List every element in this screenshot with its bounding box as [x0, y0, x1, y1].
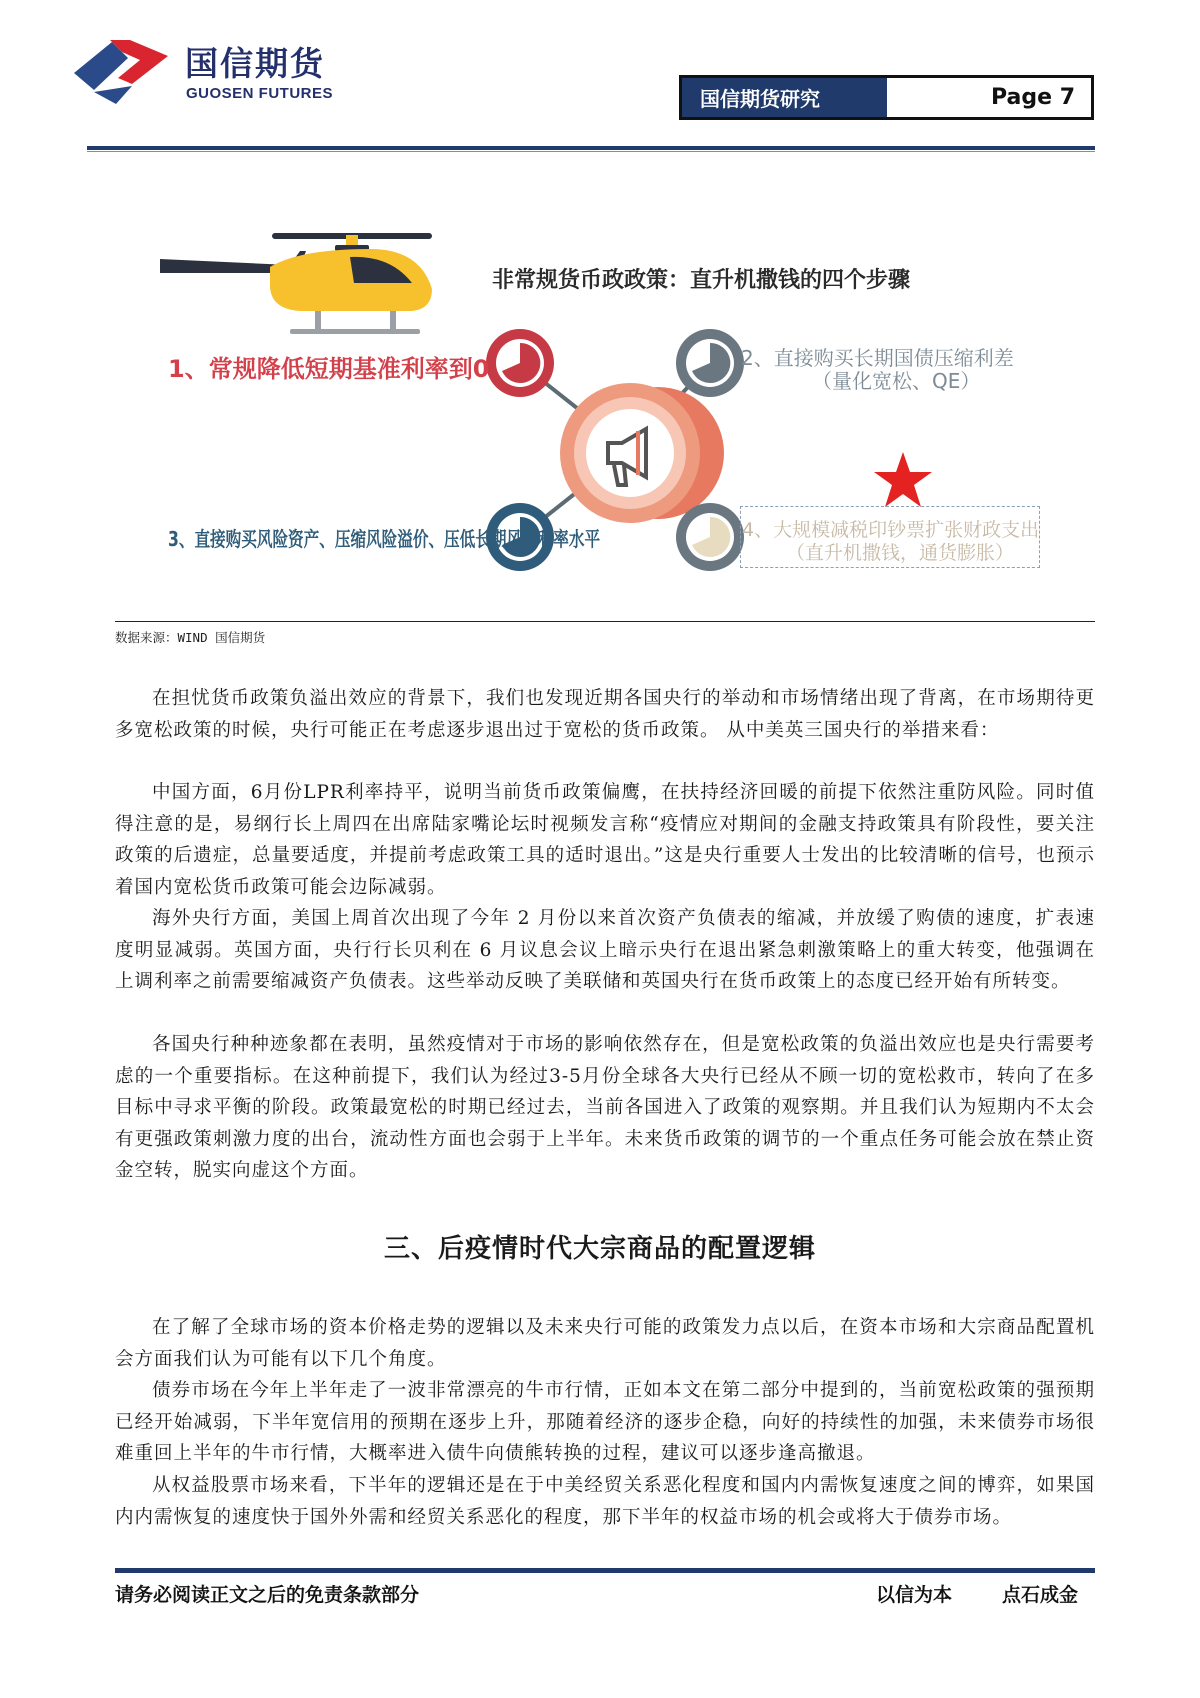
footer-motto-2: 点石成金 [1002, 1584, 1079, 1606]
star-icon [872, 450, 934, 510]
page-number: Page 7 [990, 85, 1075, 110]
header-divider-thin [87, 151, 1095, 152]
brand-name-en: GUOSEN FUTURES [186, 85, 334, 102]
guosen-logo [70, 38, 175, 108]
step2-sublabel: （量化宽松、QE） [812, 369, 981, 393]
footer-motto-1: 以信为本 [876, 1584, 953, 1606]
step3-label: 3、直接购买风险资产、压缩风险溢价、压低长期风险利率水平 [168, 527, 601, 551]
center-megaphone-icon [560, 383, 724, 523]
source-divider [115, 621, 1095, 622]
footer-divider [115, 1568, 1095, 1573]
section-label: 国信期货研究 [682, 78, 887, 117]
disclaimer-note: 请务必阅读正文之后的免责条款部分 [115, 1584, 420, 1606]
step1-label: 1、常规降低短期基准利率到0 [168, 355, 490, 383]
step4-pie-icon [676, 503, 744, 571]
step2-pie-icon [676, 329, 744, 397]
step4-label: 4、大规模减税印钞票扩张财政支出 [742, 519, 1040, 541]
paragraph: 海外央行方面，美国上周首次出现了今年 2 月份以来首次资产负债表的缩减，并放缓了购债的速度，扩表速度明显减弱。英国方面，央行行长贝利在 6 月议息会议上暗示央行在退出紧急刺激策略上的重大转变，他强调在上调利率之前需要缩减资产负债表。这些举动反映了美联储和英国央行在货币政策上的态度已经开始有所转变。 [115, 908, 1095, 992]
paragraph: 在了解了全球市场的资本价格走势的逻辑以及未来央行可能的政策发力点以后，在资本市场和大宗商品配置机会方面我们认为可能有以下几个角度。 [115, 1317, 1095, 1370]
brand-name-cn: 国信期货 [185, 44, 325, 83]
section-heading: 三、后疫情时代大宗商品的配置逻辑 [383, 1234, 816, 1264]
paragraph: 中国方面，6月份LPR利率持平，说明当前货币政策偏鹰，在扶持经济回暖的前提下依然注重防风险。同时值得注意的是，易纲行长上周四在出席陆家嘴论坛时视频发言称“疫情应对期间的金融支持政策具有阶段性，要关注政策的后遗症，总量要适度，并提前考虑政策工具的适时退出。”这是央行重要人士发出的比较清晰的信号，也预示着国内宽松货币政策可能会边际减弱。 [115, 782, 1095, 898]
paragraph: 从权益股票市场来看，下半年的逻辑还是在于中美经贸关系恶化程度和国内内需恢复速度之间的博弈，如果国内内需恢复的速度快于国外外需和经贸关系恶化的程度，那下半年的权益市场的机会或将大于债券市场。 [115, 1475, 1095, 1528]
data-source: 数据来源：WIND 国信期货 [115, 630, 266, 645]
paragraph: 在担忧货币政策负溢出效应的背景下，我们也发现近期各国央行的举动和市场情绪出现了背离，在市场期待更多宽松政策的时候，央行可能正在考虑逐步退出过于宽松的货币政策。 从中美英三国央行的举措来看： [115, 688, 1095, 741]
step1-pie-icon [486, 329, 554, 397]
header-tag [679, 75, 1094, 120]
helicopter-icon [150, 225, 450, 345]
paragraph: 债券市场在今年上半年走了一波非常漂亮的牛市行情，正如本文在第二部分中提到的，当前宽松政策的强预期已经开始减弱，下半年宽信用的预期在逐步上升，那随着经济的逐步企稳，向好的持续性的加强，未来债券市场很难重回上半年的牛市行情，大概率进入债牛向债熊转换的过程，建议可以逐步逢高撤退。 [115, 1380, 1095, 1464]
figure-title: 非常规货币政政策：直升机撒钱的四个步骤 [492, 268, 911, 293]
header-divider [87, 146, 1095, 150]
step2-label: 2、直接购买长期国债压缩利差 [741, 346, 1014, 370]
step4-sublabel: （直升机撒钱，通货膨胀） [786, 542, 1015, 564]
paragraph: 各国央行种种迹象都在表明，虽然疫情对于市场的影响依然存在，但是宽松政策的负溢出效应也是央行需要考虑的一个重要指标。在这种前提下，我们认为经过3-5月份全球各大央行已经从不顾一切的宽松救市，转向了在多目标中寻求平衡的阶段。政策最宽松的时期已经过去，当前各国进入了政策的观察期。并且我们认为短期内不太会有更强政策刺激力度的出台，流动性方面也会弱于上半年。未来货币政策的调节的一个重点任务可能会放在禁止资金空转，脱实向虚这个方面。 [115, 1034, 1095, 1181]
